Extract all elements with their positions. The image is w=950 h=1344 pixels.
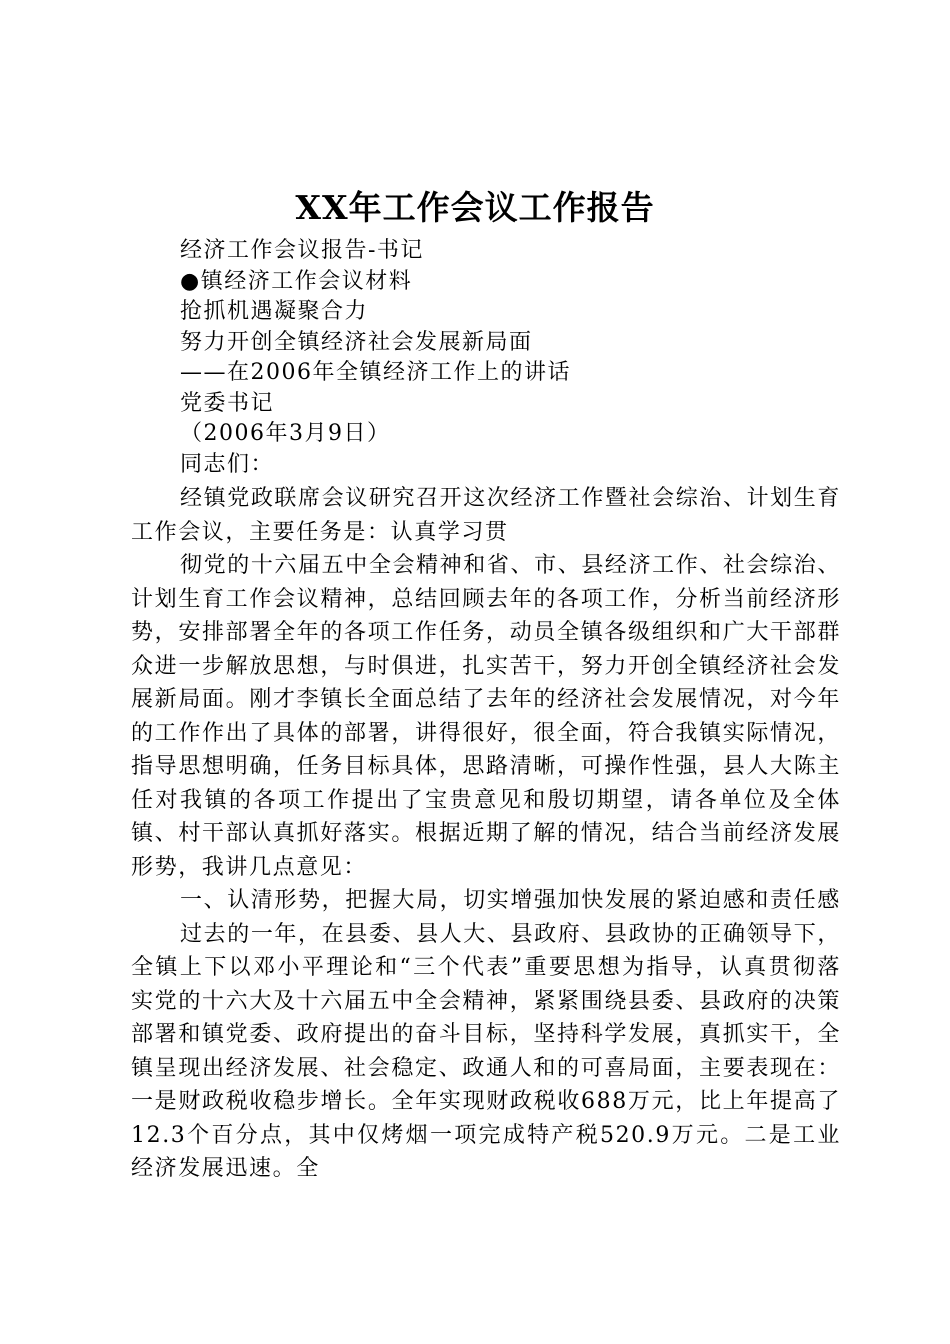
paragraph: 过去的一年，在县委、县人大、县政府、县政协的正确领导下，全镇上下以邓小平理论和“三个代表”重要思想为指导，认真贯彻落实党的十六大及十六届五中全会精神，紧紧围绕县委、县政府的决策部署和镇党委、政府提出的奋斗目标，坚持科学发展，真抓实干，全镇呈现出经济发展、社会稳定、政通人和的可喜局面，主要表现在：一是财政税收稳步增长。全年实现财政税收688万元，比上年提高了12.3个百分点，其中仅烤烟一项完成特产税520.9万元。二是工业经济发展迅速。全	[131, 921, 841, 1181]
paragraph: 经镇党政联席会议研究召开这次经济工作暨社会综治、计划生育工作会议，主要任务是：认真学习贯	[131, 486, 841, 545]
body-text	[131, 482, 841, 1186]
slogan-line-1: 抢抓机遇凝聚合力	[180, 299, 369, 324]
subtitle-line: 经济工作会议报告-书记	[180, 238, 424, 263]
date-line: （2006年3月9日）	[180, 421, 391, 446]
salutation-line: 同志们：	[180, 451, 275, 477]
speech-occasion-line: ——在2006年全镇经济工作上的讲话	[180, 360, 571, 385]
slogan-line-2: 努力开创全镇经济社会发展新局面	[180, 329, 533, 355]
material-line: ●镇经济工作会议材料	[180, 268, 413, 294]
document-title: XX年工作会议工作报告	[295, 188, 655, 227]
header-block	[180, 236, 840, 480]
paragraph: 彻党的十六届五中全会精神和省、市、县经济工作、社会综治、计划生育工作会议精神，总结回顾去年的各项工作，分析当前经济形势，安排部署全年的各项工作任务，动员全镇各级组织和广大干部群众进一步解放思想，与时俱进，扎实苦干，努力开创全镇经济社会发展新局面。刚才李镇长全面总结了去年的经济社会发展情况，对今年的工作作出了具体的部署，讲得很好，很全面，符合我镇实际情况，指导思想明确，任务目标具体，思路清晰，可操作性强，县人大陈主任对我镇的各项工作提出了宝贵意见和殷切期望，请各单位及全体镇、村干部认真抓好落实。根据近期了解的情况，结合当前经济发展形势，我讲几点意见：	[131, 553, 841, 880]
section-heading: 一、认清形势，把握大局，切实增强加快发展的紧迫感和责任感	[180, 888, 841, 913]
speaker-line: 党委书记	[180, 390, 275, 416]
